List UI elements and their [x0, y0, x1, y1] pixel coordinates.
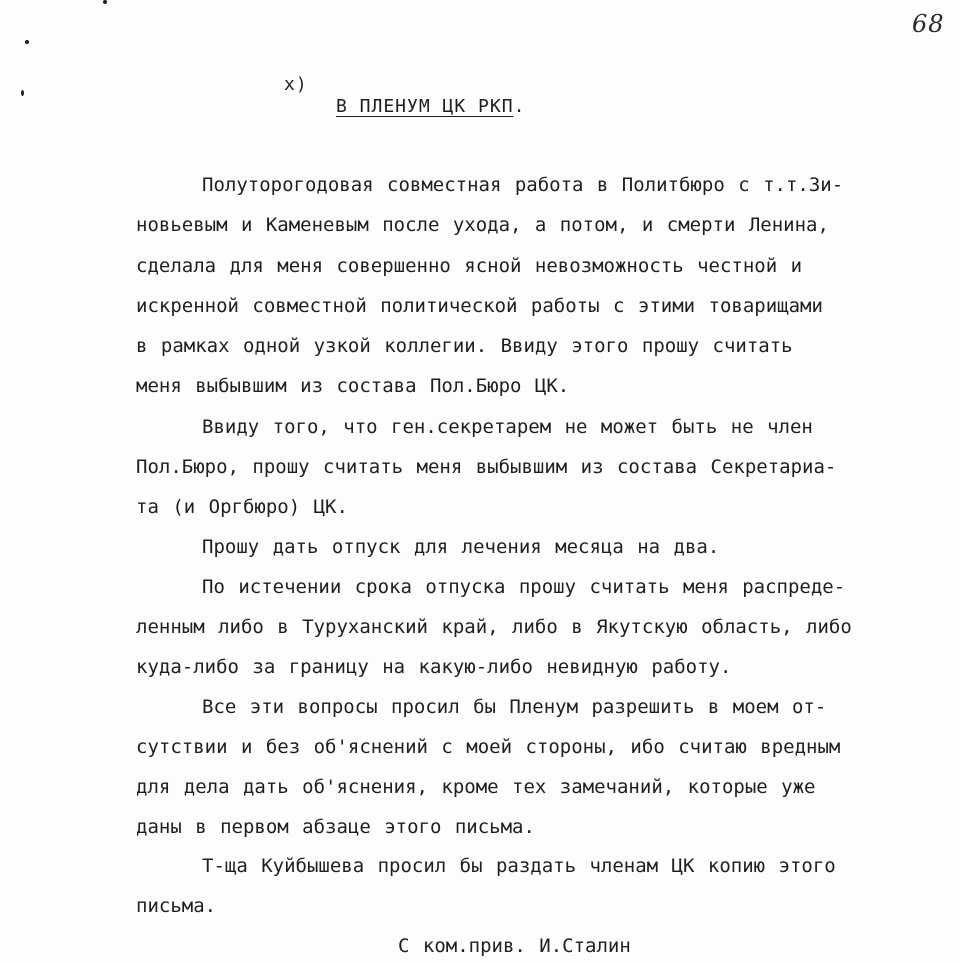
body-line: ленным либо в Туруханский край, либо в Якутскую область, либо: [136, 616, 852, 638]
body-line: сутствии и без об'яснений с моей стороны, ибо считаю вредным: [136, 736, 841, 758]
margin-mark-lower: [21, 90, 24, 96]
footnote-marker: x): [284, 74, 308, 95]
body-line: новьевым и Каменевым после ухода, а потом, и смерти Ленина,: [136, 214, 829, 236]
body-line: Т-ща Куйбышева просил бы раздать членам ЦК копию этого: [202, 855, 836, 877]
body-line: сделала для меня совершенно ясной невозможность честной и: [136, 255, 803, 277]
margin-mark-top: [103, 0, 107, 4]
body-line: Пол.Бюро, прошу считать меня выбывшим из состава Секретариа-: [136, 456, 837, 478]
body-line: письма.: [136, 895, 217, 917]
body-line: Прошу дать отпуск для лечения месяца на два.: [202, 536, 720, 558]
body-line: та (и Оргбюро) ЦК.: [136, 496, 348, 518]
body-line: даны в первом абзаце этого письма.: [136, 816, 535, 838]
margin-mark-middle: [25, 40, 29, 44]
heading-text: В ПЛЕНУМ ЦК РКП: [336, 96, 514, 117]
body-line: искренной совместной политической работы с этими товарищами: [136, 295, 823, 317]
body-line: в рамках одной узкой коллегии. Ввиду этого прошу считать: [136, 335, 793, 357]
heading-period: .: [513, 96, 526, 117]
body-line: куда-либо за границу на какую-либо невидную работу.: [136, 656, 732, 678]
body-line: По истечении срока отпуска прошу считать меня распреде-: [202, 576, 846, 598]
body-line: для дела дать об'яснения, кроме тех замечаний, которые уже: [136, 776, 816, 798]
body-line: Ввиду того, что ген.секретарем не может быть не член: [202, 416, 813, 438]
body-line: Все эти вопросы просил бы Пленум разрешить в моем от-: [202, 696, 827, 718]
page-number: 68: [912, 10, 945, 38]
signature: С ком.прив. И.Сталин: [398, 935, 631, 957]
body-line: Полуторогодовая совместная работа в Политбюро с т.т.Зи-: [202, 174, 844, 196]
document-heading: [336, 96, 525, 117]
body-line: меня выбывшим из состава Пол.Бюро ЦК.: [136, 375, 570, 397]
